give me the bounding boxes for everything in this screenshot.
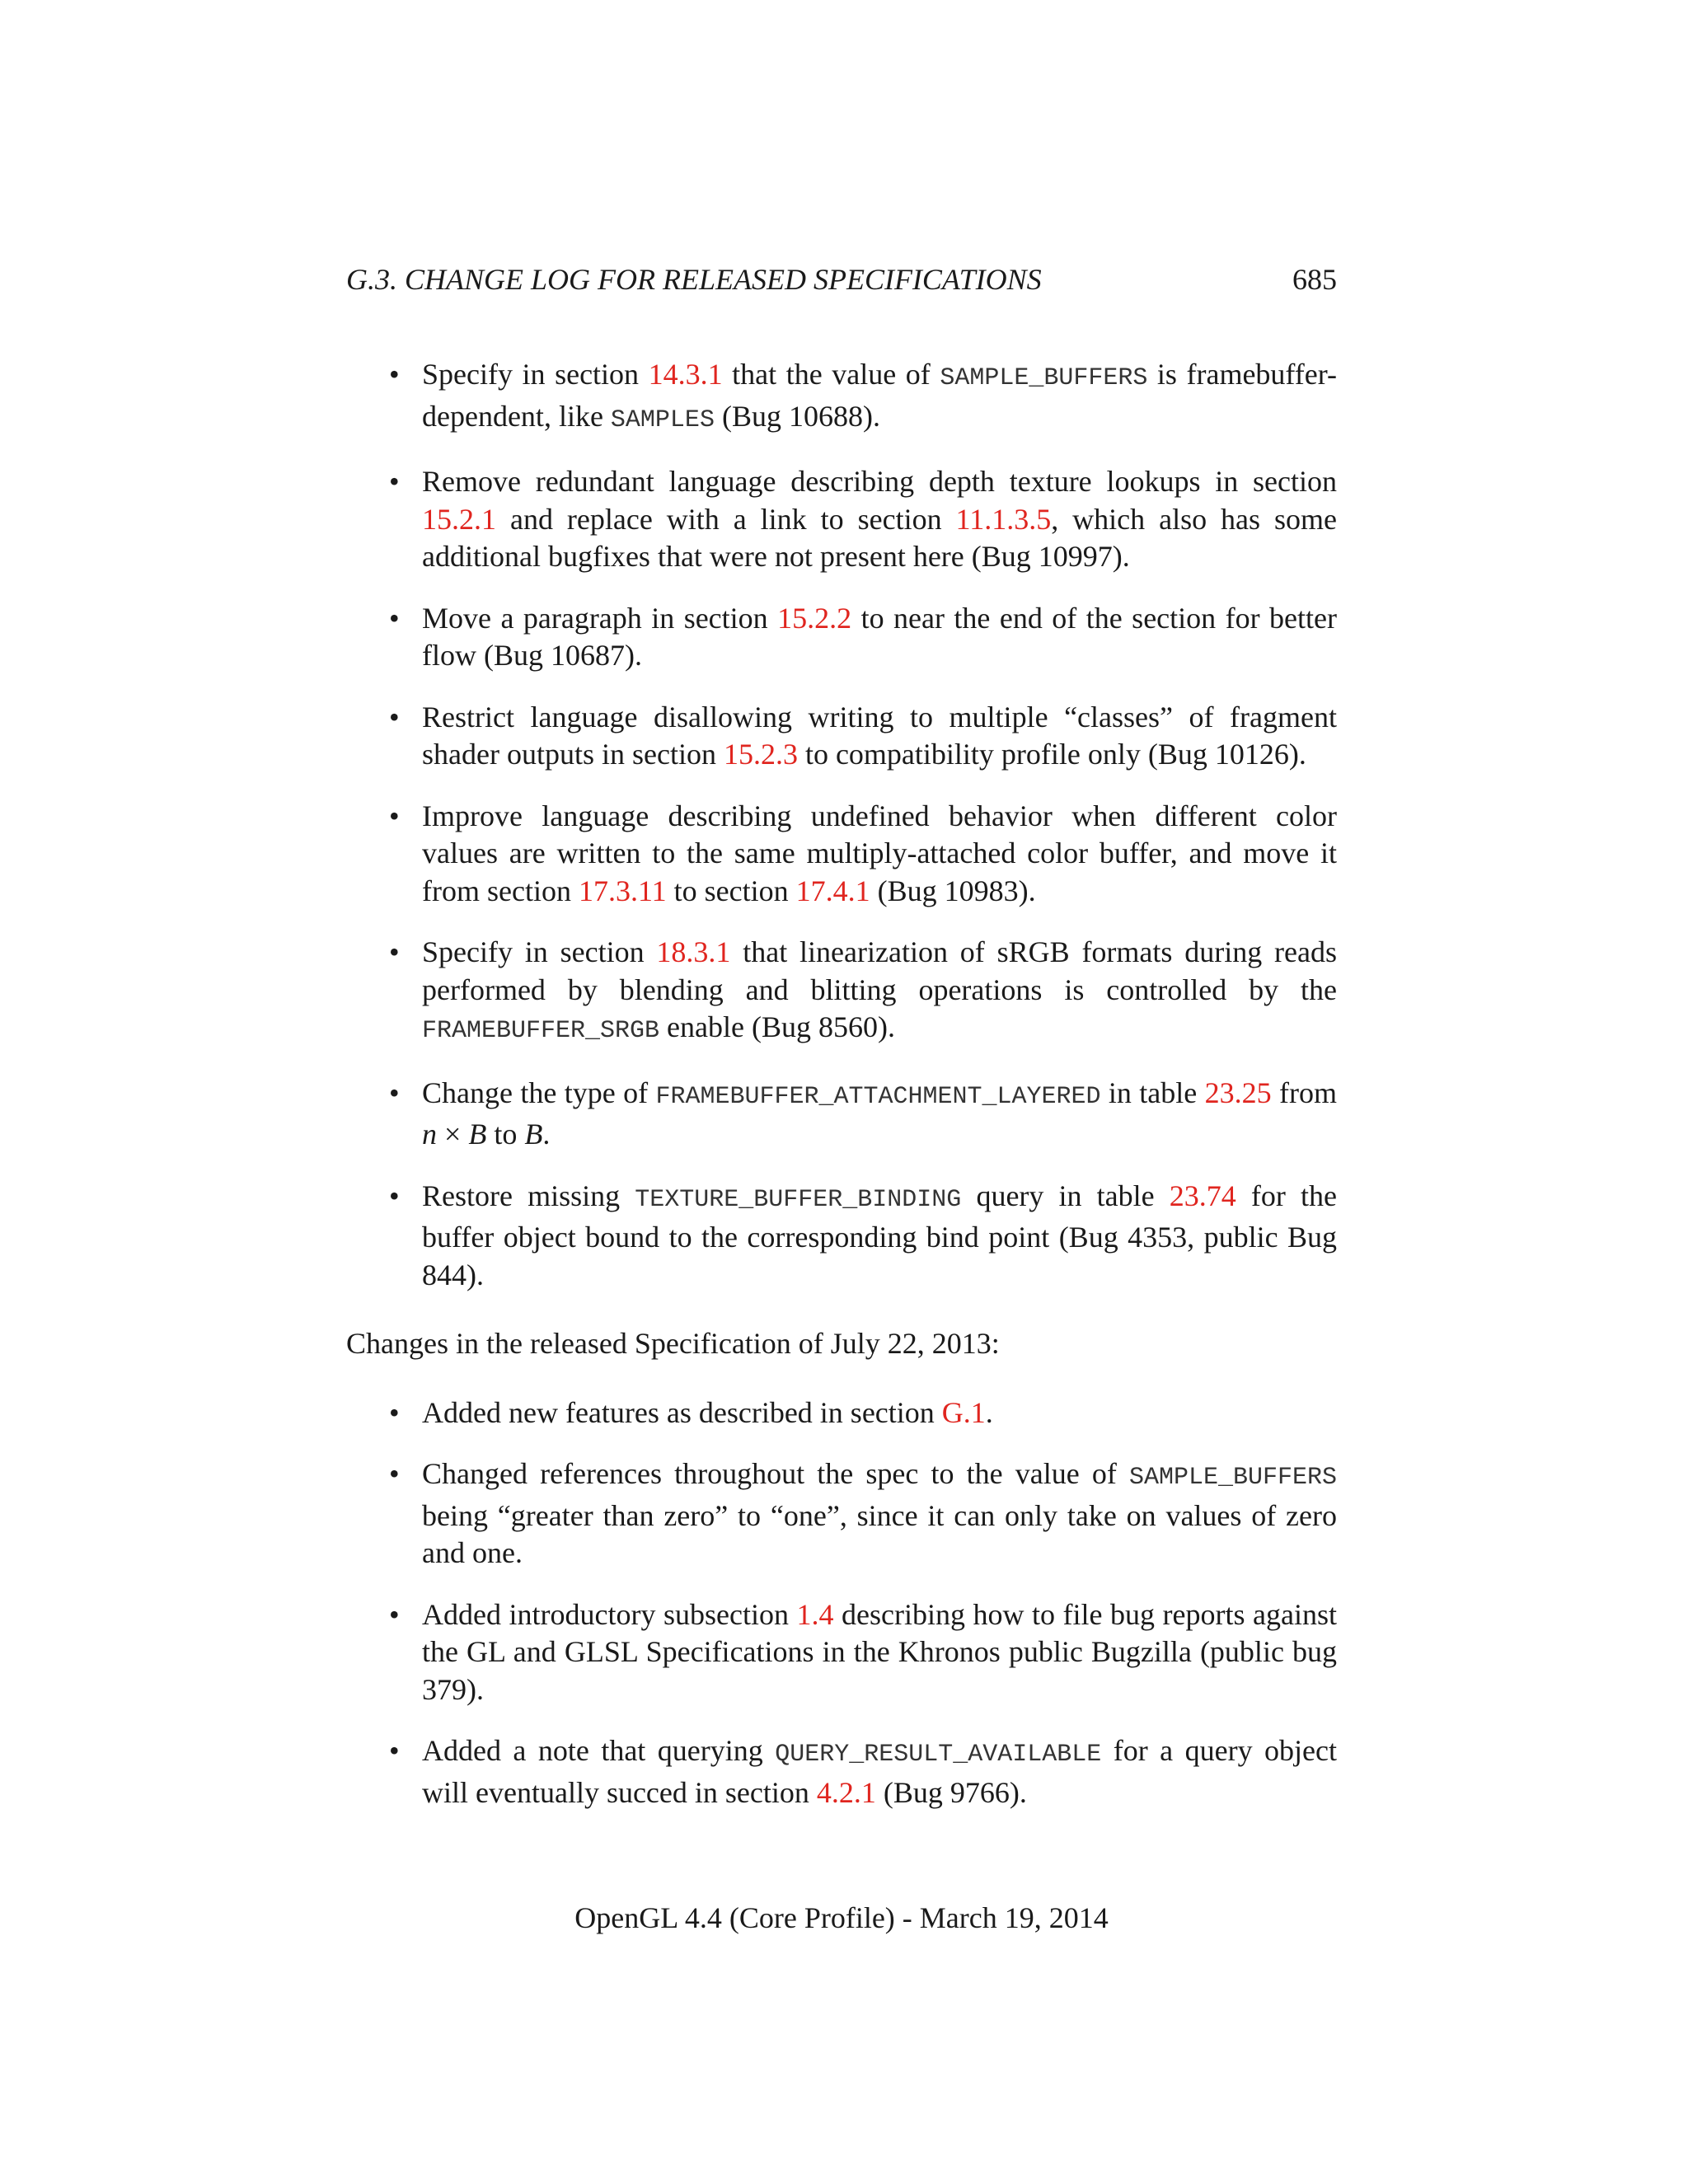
list-item: • Added a note that querying QUERY_RESULT_AVAILABLE for a query object will eventually succed in section 4.2.1 (Bug 9766).	[389, 1734, 1337, 1809]
section-link[interactable]: 14.3.1	[648, 358, 723, 391]
bullet-icon: •	[389, 1395, 400, 1429]
code-token: FRAMEBUFFER_ATTACHMENT_LAYERED	[655, 1082, 1101, 1111]
section-link[interactable]: G.1	[941, 1395, 986, 1429]
math-variable: n	[422, 1118, 437, 1151]
change-list-2	[346, 1394, 1337, 1812]
code-token: SAMPLES	[610, 405, 715, 434]
section-link[interactable]: 4.2.1	[816, 1775, 876, 1809]
section-title: G.3. CHANGE LOG FOR RELEASED SPECIFICATIONS	[346, 263, 1042, 296]
section-link[interactable]: 17.3.11	[578, 874, 667, 907]
list-item: • Move a paragraph in section 15.2.2 to near the end of the section for better flow (Bug 10687).	[389, 601, 1337, 672]
code-token: SAMPLE_BUFFERS	[940, 364, 1148, 392]
page-footer: OpenGL 4.4 (Core Profile) - March 19, 2014	[574, 1901, 1109, 1934]
list-item: • Added new features as described in section G.1.	[422, 1394, 1337, 1432]
list-item: • Specify in section 18.3.1 that linearization of sRGB formats during reads performed by blending and blitting operations is controlled by the FRAMEBUFFER_SRGB enable (Bug 8560).	[389, 935, 1338, 1045]
math-variable: B	[468, 1118, 487, 1151]
code-token: QUERY_RESULT_AVAILABLE	[775, 1741, 1102, 1769]
section-link[interactable]: 15.2.2	[777, 601, 852, 635]
list-item: • Specify in section 14.3.1 that the value of SAMPLE_BUFFERS is framebuffer-dependent, like SAMPLES (Bug 10688).	[389, 358, 1337, 434]
list-item: • Added introductory subsection 1.4 describing how to file bug reports against the GL and GLSL Specifications in the Khronos public Bugzilla (public bug 379).	[389, 1597, 1337, 1706]
document-page	[346, 0, 1337, 2184]
list-item: • Restrict language disallowing writing to multiple “classes” of fragment shader outputs in section 15.2.3 to compatibility profile only (Bug 10126).	[389, 700, 1337, 771]
section-link[interactable]: 17.4.1	[795, 874, 870, 907]
section-link[interactable]: 18.3.1	[656, 935, 731, 968]
list-item: • Remove redundant language describing depth texture lookups in section 15.2.1 and replace with a link to section 11.1.3.5, which also has some additional bugfixes that were not present here (Bug 10997).	[389, 465, 1337, 573]
bullet-icon: •	[389, 1076, 400, 1109]
code-token: FRAMEBUFFER_SRGB	[422, 1017, 660, 1045]
bullet-icon: •	[389, 1734, 400, 1767]
bullet-icon: •	[389, 700, 400, 733]
section-link[interactable]: 15.2.1	[422, 502, 496, 536]
bullet-icon: •	[389, 1179, 400, 1212]
bullet-icon: •	[389, 799, 400, 832]
list-item: • Changed references throughout the spec to the value of SAMPLE_BUFFERS being “greater than zero” to “one”, since it can only take on values of zero and one.	[389, 1457, 1337, 1569]
change-list-1	[346, 356, 1337, 1294]
section-link[interactable]: 11.1.3.5	[955, 502, 1052, 536]
bullet-icon: •	[389, 1457, 400, 1490]
running-header	[346, 259, 1337, 300]
bullet-icon: •	[389, 358, 400, 391]
list-item: • Improve language describing undefined behavior when different color values are written to the same multiply-attached color buffer, and move it from section 17.3.11 to section 17.4.1 (Bug 10983).	[389, 799, 1337, 907]
code-token: SAMPLE_BUFFERS	[1128, 1464, 1337, 1492]
table-link[interactable]: 23.25	[1204, 1076, 1272, 1109]
section-link[interactable]: 1.4	[796, 1597, 834, 1631]
section-link[interactable]: 15.2.3	[723, 738, 798, 771]
list-item: • Restore missing TEXTURE_BUFFER_BINDING query in table 23.74 for the buffer object bound to the corresponding bind point (Bug 4353, public Bug 844).	[389, 1179, 1337, 1291]
bullet-icon: •	[389, 1597, 400, 1631]
table-link[interactable]: 23.74	[1169, 1179, 1236, 1212]
math-variable: B	[524, 1118, 543, 1151]
bullet-icon: •	[389, 465, 400, 498]
page-body	[346, 356, 1337, 1835]
list-item: • Change the type of FRAMEBUFFER_ATTACHMENT_LAYERED in table 23.25 from n × B to B.	[389, 1076, 1337, 1151]
page-number: 685	[1292, 263, 1337, 296]
bullet-icon: •	[389, 601, 400, 635]
bullet-icon: •	[389, 935, 400, 968]
intro-paragraph: Changes in the released Specification of July 22, 2013:	[346, 1327, 1000, 1360]
code-token: TEXTURE_BUFFER_BINDING	[635, 1185, 962, 1214]
